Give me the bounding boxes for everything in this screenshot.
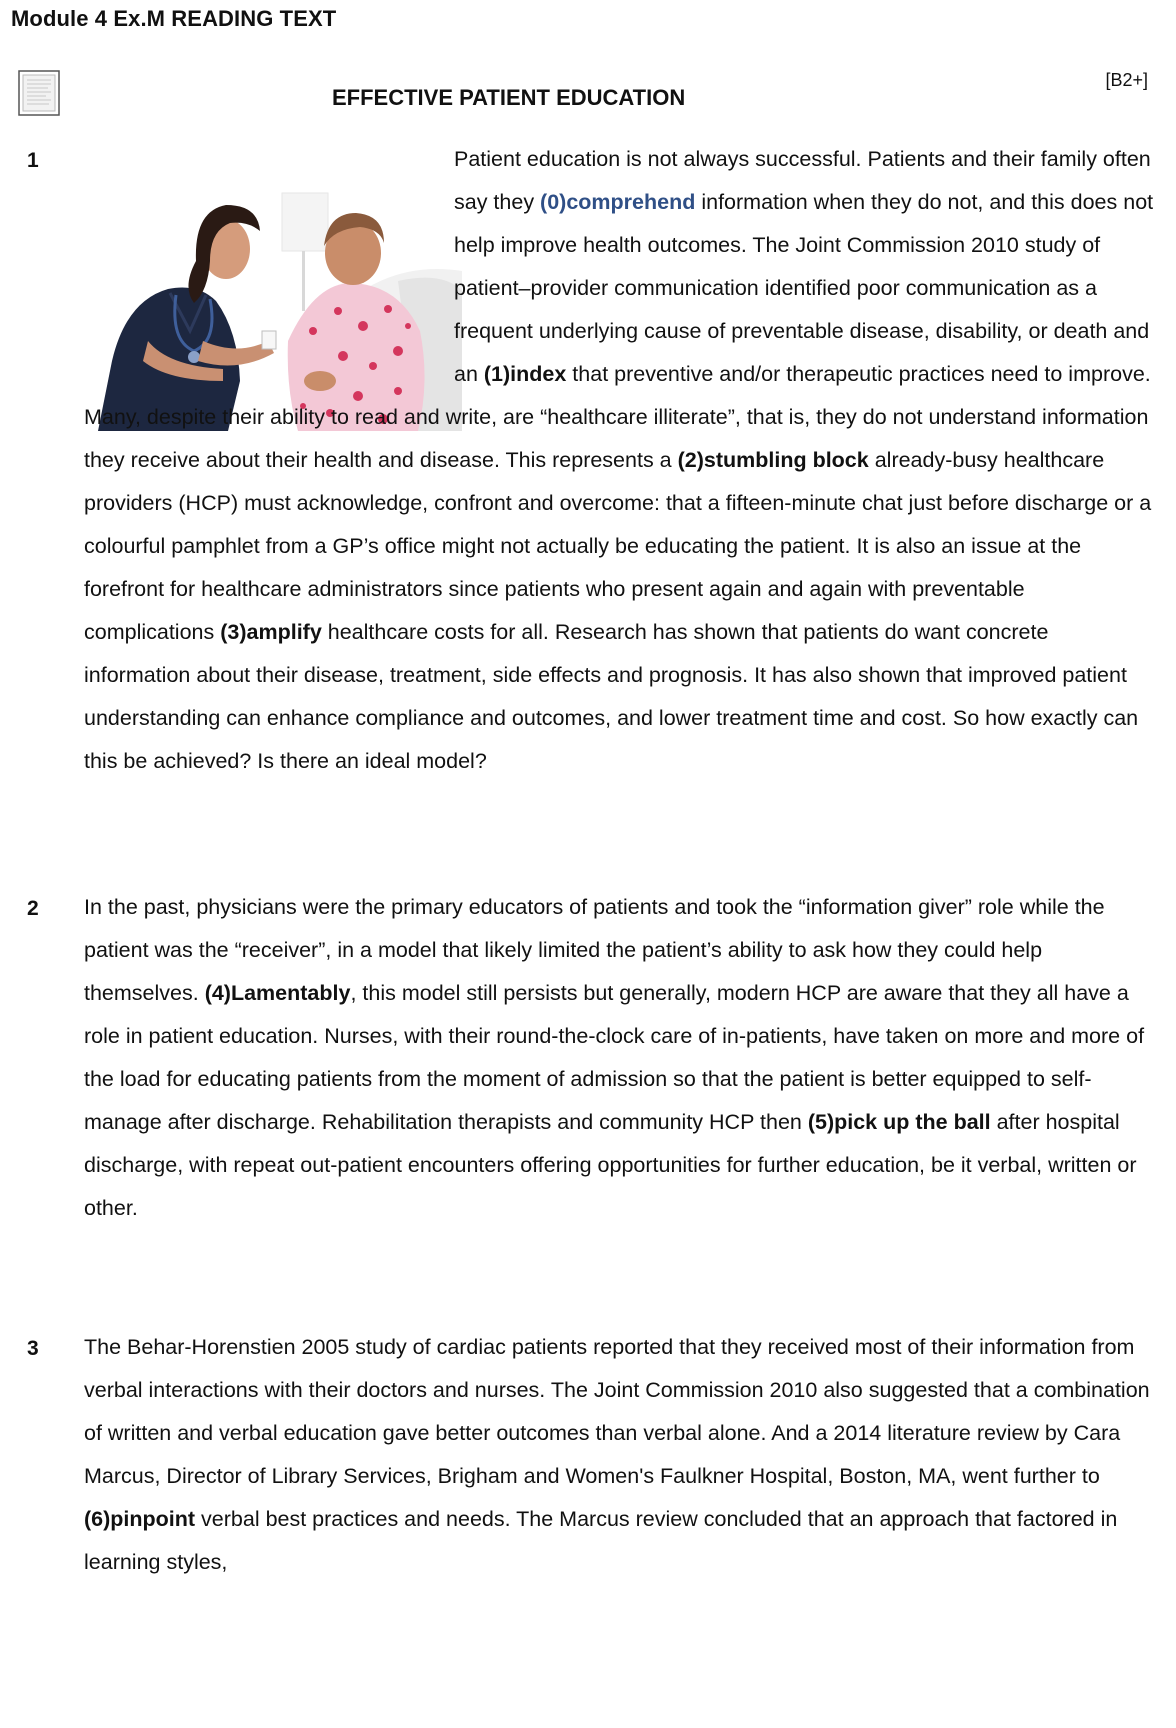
paragraph-number-3: 3 [27,1337,39,1360]
vocabulary-word: (5)pick up the ball [807,1110,991,1134]
text-segment: The Behar-Horenstien 2005 study of cardiac patients reported that they received most of their information from verbal interactions with their doctors and nurses. The Joint Commission 2010 also suggested that a combination of written and verbal education gave better outcomes than verbal alone. And a 2014 literature review by Cara Marcus, Director of Library Services, Brigham and Women's Faulkner Hospital, Boston, MA, went further to [84,1335,1150,1488]
document-icon [18,70,60,116]
vocabulary-word: (6)pinpoint [84,1507,196,1531]
paragraph-1 [84,138,1160,783]
page-title: EFFECTIVE PATIENT EDUCATION [332,85,686,110]
paragraph-number-1: 1 [27,149,39,172]
vocabulary-word: (1)index [483,362,567,386]
paragraph-3 [84,1326,1160,1584]
vocabulary-word: (2)stumbling block [677,448,869,472]
text-segment: information when they do not, and this does not help improve health outcomes. The Joint Commission 2010 study of patient–provider communication identified poor communication as a frequent underlying cause of preventable disease, disability, or death and an [454,190,1154,386]
text-segment: , this model still persists but generally, modern HCP are aware that they all have a role in patient education. Nurses, with their round-the-clock care of in-patients, have taken on more and more of the load for educating patients from the moment of admission so that the patient is better equipped to self-manage after discharge. Rehabilitation therapists and community HCP then [84,981,1145,1134]
text-segment: verbal best practices and needs. The Marcus review concluded that an approach that factored in learning styles, [84,1507,1118,1574]
vocabulary-word: (3)amplify [220,620,322,644]
text-segment: after hospital discharge, with repeat out-patient encounters offering opportunities for further education, be it verbal, written or other. [84,1110,1137,1220]
paragraph-number-2: 2 [27,897,39,920]
text-segment: Patient education is not always successful. Patients and their family often say they [454,147,1151,214]
module-title: Module 4 Ex.M READING TEXT [11,6,337,31]
text-segment: healthcare costs for all. Research has shown that patients do want concrete information about their disease, treatment, side effects and prognosis. It has also shown that improved patient understanding can enhance compliance and outcomes, and lower treatment time and cost. So how exactly can this be achieved? Is there an ideal model? [84,620,1139,773]
paragraph-2 [84,886,1160,1230]
text-segment: already-busy healthcare providers (HCP) must acknowledge, confront and overcome: that a fifteen-minute chat just before discharge or a colourful pamphlet from a GP’s office might not actually be educating the patient. It is also an issue at the forefront for healthcare administrators since patients who present again and again with preventable complications [84,448,1152,644]
vocabulary-word: (4)Lamentably [204,981,351,1005]
example-vocabulary-word: (0)comprehend [540,190,696,214]
level-badge: [B2+] [1105,70,1148,90]
text-segment: In the past, physicians were the primary educators of patients and took the “information giver” role while the patient was the “receiver”, in a model that likely limited the patient’s ability to ask how they could help themselves. [84,895,1105,1005]
text-segment: that preventive and/or therapeutic practices need to improve. Many, despite their ability to read and write, are “healthcare illiterate”, that is, they do not understand information they receive about their health and disease. This represents a [84,362,1151,472]
